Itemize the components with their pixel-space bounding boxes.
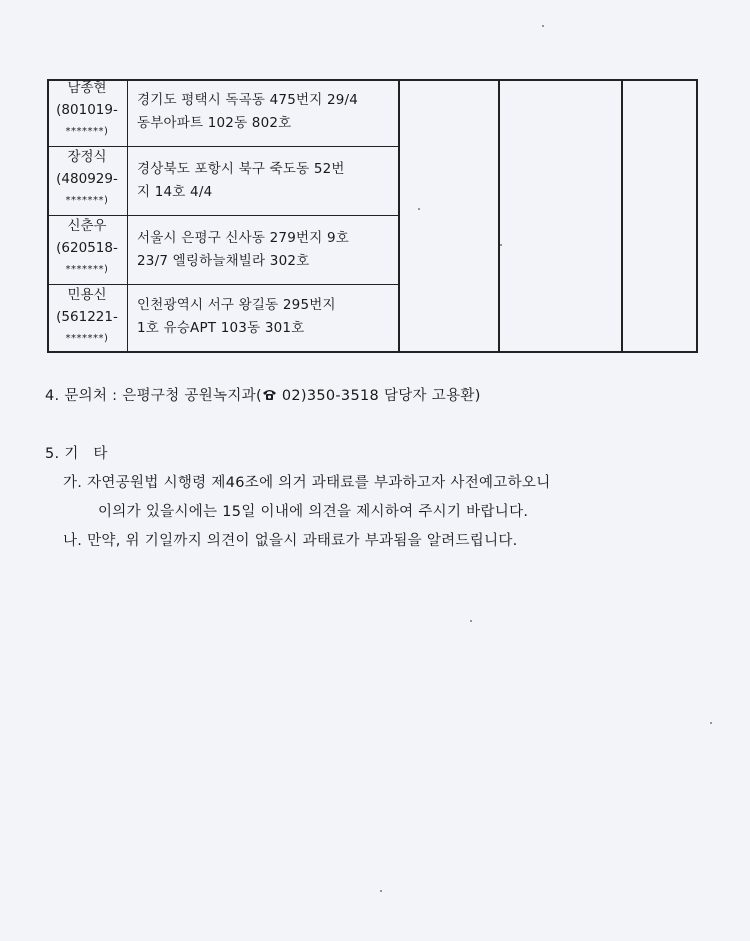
person-id-prefix: (801019- [56, 102, 118, 118]
scan-speck [470, 620, 472, 622]
table-row-address-cell [137, 227, 399, 273]
scan-speck [500, 244, 502, 246]
person-id-mask: *******) [65, 333, 109, 344]
table-row-address-cell [137, 294, 399, 340]
person-id-prefix: (561221- [56, 309, 118, 325]
table-row-name-cell [47, 215, 127, 281]
person-name: 민용신 [67, 287, 107, 303]
person-name: 장정식 [67, 149, 107, 165]
scan-speck [418, 208, 420, 210]
recipient-table [47, 79, 698, 353]
column-divider [127, 79, 128, 353]
contact-phone: 02)350-3518 담당자 고용환) [276, 388, 481, 404]
column-divider [498, 79, 500, 353]
address-line: 지 14호 4/4 [137, 184, 213, 200]
person-id-prefix: (480929- [56, 171, 118, 187]
address-line: 1호 유승APT 103동 301호 [137, 320, 305, 336]
telephone-icon [262, 388, 277, 405]
table-border-bottom [47, 351, 698, 353]
scan-speck [542, 25, 544, 27]
misc-item-a-line2: 이의가 있을시에는 15일 이내에 의견을 제시하여 주시기 바랍니다. [98, 504, 529, 520]
table-row-address-cell [137, 89, 399, 135]
person-id-prefix: (620518- [56, 240, 118, 256]
address-line: 서울시 은평구 신사동 279번지 9호 [137, 230, 350, 246]
table-row-name-cell [47, 284, 127, 350]
scan-speck [710, 722, 712, 724]
person-id-mask: *******) [65, 126, 109, 137]
person-name: 남종현 [67, 80, 107, 96]
scan-speck [380, 890, 382, 892]
address-line: 23/7 엘링하늘채빌라 302호 [137, 253, 310, 269]
misc-heading: 5. 기 타 [45, 446, 108, 462]
misc-item-a-line1: 가. 자연공원법 시행령 제46조에 의거 과태료를 부과하고자 사전예고하오니 [63, 475, 551, 491]
address-line: 동부아파트 102동 802호 [137, 115, 292, 131]
contact-label: 4. 문의처 : 은평구청 공원녹지과( [45, 388, 262, 404]
person-id-mask: *******) [65, 264, 109, 275]
address-line: 경기도 평택시 독곡동 475번지 29/4 [137, 92, 359, 108]
contact-line [45, 384, 481, 405]
address-line: 경상북도 포항시 북구 죽도동 52번 [137, 161, 345, 177]
table-row-name-cell [47, 146, 127, 212]
table-border-right [696, 79, 698, 353]
address-line: 인천광역시 서구 왕길동 295번지 [137, 297, 336, 313]
person-name: 신춘우 [67, 218, 107, 234]
person-id-mask: *******) [65, 195, 109, 206]
table-row-name-cell [47, 77, 127, 143]
column-divider [621, 79, 623, 353]
misc-item-b: 나. 만약, 위 기일까지 의견이 없을시 과태료가 부과됨을 알려드립니다. [63, 533, 518, 549]
table-border-top [47, 79, 698, 81]
table-row-address-cell [137, 158, 399, 204]
